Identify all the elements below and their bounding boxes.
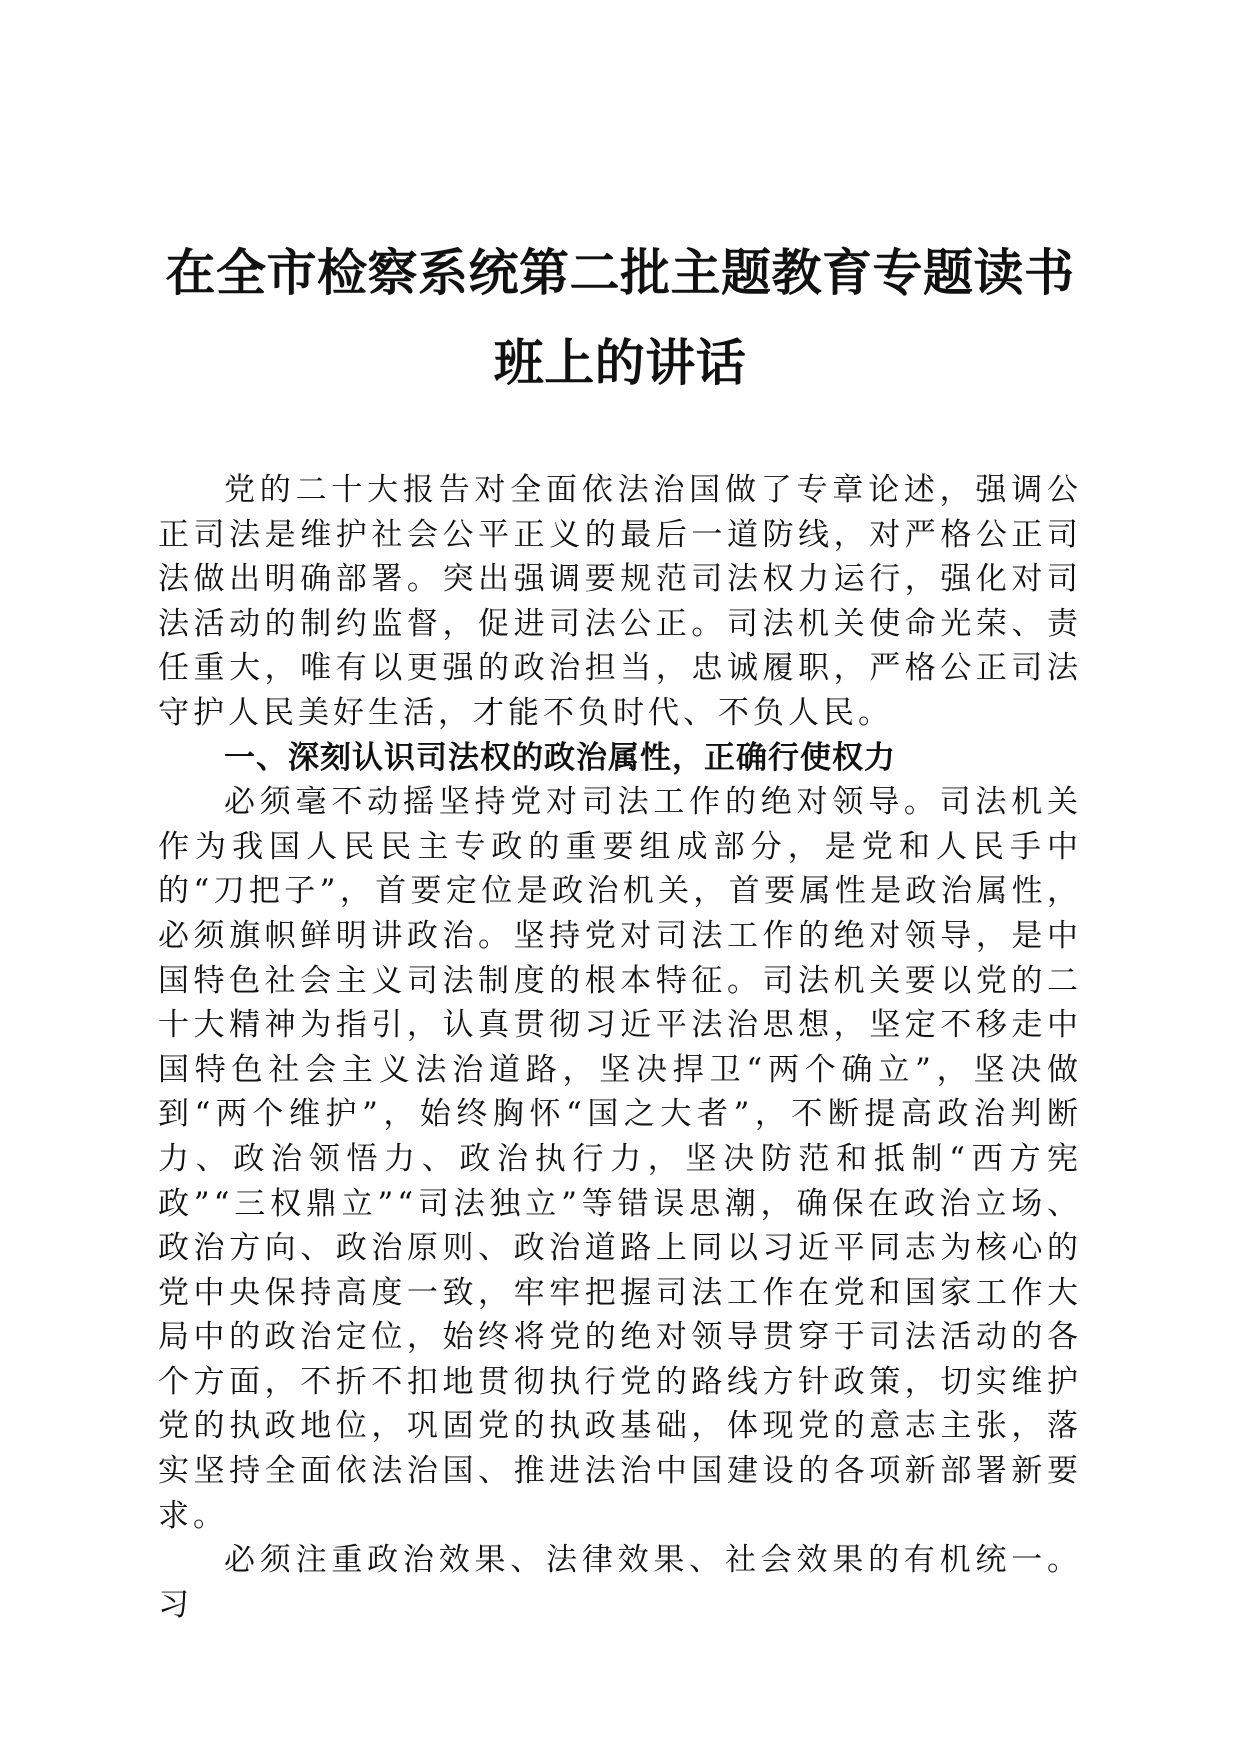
paragraph-party-leadership: 必须毫不动摇坚持党对司法工作的绝对领导。司法机关作为我国人民民主专政的重要组成部分，是党和人民手中的“刀把子”，首要定位是政治机关，首要属性是政治属性，必须旗帜鲜明讲政治。坚持党对司法工作的绝对领导，是中国特色社会主义司法制度的根本特征。司法机关要以党的二十大精神为指引，认真贯彻习近平法治思想，坚定不移走中国特色社会主义法治道路，坚决捍卫“两个确立”，坚决做到“两个维护”，始终胸怀“国之大者”，不断提高政治判断力、政治领悟力、政治执行力，坚决防范和抵制“西方宪政”“三权鼎立”“司法独立”等错误思潮，确保在政治立场、政治方向、政治原则、政治道路上同以习近平同志为核心的党中央保持高度一致，牢牢把握司法工作在党和国家工作大局中的政治定位，始终将党的绝对领导贯穿于司法活动的各个方面，不折不扣地贯彻执行党的路线方针政策，切实维护党的执政地位，巩固党的执政基础，体现党的意志主张，落实坚持全面依法治国、推进法治中国建设的各项新部署新要求。 [158, 784, 1082, 1534]
paragraph-intro: 党的二十大报告对全面依法治国做了专章论述，强调公正司法是维护社会公平正义的最后一道防线，对严格公正司法做出明确部署。突出强调要规范司法权力运行，强化对司法活动的制约监督，促进司法公正。司法机关使命光荣、责任重大，唯有以更强的政治担当，忠诚履职，严格公正司法守护人民美好生活，才能不负时代、不负人民。 [158, 472, 1082, 731]
document-title: 在全市检察系统第二批主题教育专题读书班上的讲话 [165, 244, 1075, 392]
section-heading-1: 一、深刻认识司法权的政治属性，正确行使权力 [224, 739, 896, 776]
document-body [158, 468, 1082, 1627]
paragraph-effects-unity: 必须注重政治效果、法律效果、社会效果的有机统一。习 [158, 1542, 1082, 1623]
